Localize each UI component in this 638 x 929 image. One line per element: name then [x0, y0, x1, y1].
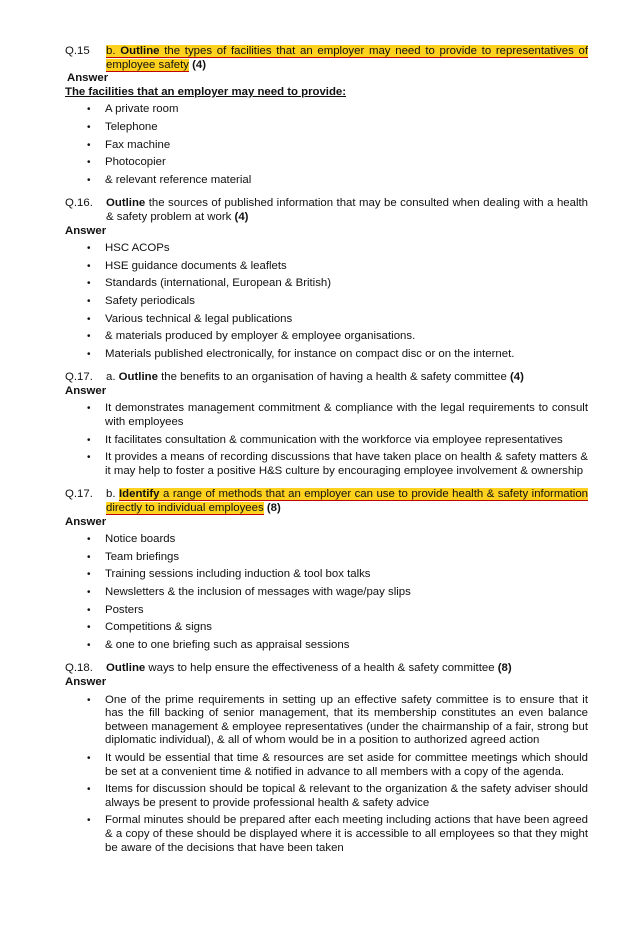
question-keyword: Identify — [119, 488, 160, 501]
answer-label: Answer — [67, 72, 109, 85]
list-item: • Items for discussion should be topical & relevant to the organization & the safety adviser should always be present to provide professional health & safety advice — [87, 783, 588, 809]
bullet-icon: • — [87, 534, 91, 546]
question-marks: (4) — [192, 58, 207, 71]
question-text — [106, 662, 588, 676]
question-15 — [65, 45, 588, 72]
bullet-icon: • — [87, 174, 91, 186]
question-18 — [65, 662, 588, 676]
document-page — [65, 45, 588, 855]
answer-list — [65, 533, 588, 652]
question-prefix: b. — [106, 45, 116, 57]
bullet-icon: • — [87, 622, 91, 634]
answer-label: Answer — [65, 224, 107, 237]
list-item: • Posters — [87, 603, 144, 616]
list-item: • Various technical & legal publications — [87, 312, 293, 325]
list-item: • It would be essential that time & resources are set aside for committee meetings which should be set at a convenient time & notified in advance to all members with a copy of the agenda. — [87, 751, 588, 778]
answer-label: Answer — [65, 384, 107, 397]
bullet-icon: • — [87, 278, 91, 290]
list-item: • One of the prime requirements in setting up an effective safety committee is to ensure that it has the fill backing of senior management, that its membership constitutes an even balance between management & employee representatives (under the chairmanship of a fair, strong but diplomatic individual), & all of whom would be in a position to authorized agreed action — [87, 693, 588, 747]
answer-heading: The facilities that an employer may need to provide: — [65, 85, 347, 98]
question-text — [106, 45, 588, 72]
answer-label: Answer — [65, 675, 107, 688]
list-item: • Telephone — [87, 120, 158, 133]
question-prefix: b. — [106, 488, 116, 501]
question-body: the types of facilities that an employer may need to provide to representatives of employee safety — [106, 45, 589, 71]
question-number: Q.18. — [65, 662, 93, 675]
list-item: • Training sessions including induction & tool box talks — [87, 568, 371, 581]
bullet-icon: • — [87, 260, 91, 272]
question-keyword: Outline — [106, 197, 146, 210]
list-item: • Standards (international, European & British) — [87, 277, 332, 290]
answer-list — [65, 242, 588, 361]
list-item: • It demonstrates management commitment & compliance with the legal requirements to consult with employees — [87, 402, 588, 429]
question-text — [106, 488, 588, 515]
bullet-icon: • — [87, 104, 91, 116]
question-body: the sources of published information that may be consulted when dealing with a health & safety problem at work — [106, 197, 588, 223]
answer-label: Answer — [65, 515, 107, 528]
list-item: • A private room — [87, 103, 179, 116]
list-item: • & materials produced by employer & employee organisations. — [87, 330, 416, 343]
question-16 — [65, 197, 588, 224]
bullet-icon: • — [87, 639, 91, 651]
question-body: the benefits to an organisation of having a health & safety committee — [161, 371, 507, 384]
list-item: • Photocopier — [87, 156, 166, 169]
question-17a — [65, 371, 588, 385]
bullet-icon: • — [87, 587, 91, 598]
question-marks: (4) — [509, 371, 524, 384]
list-item: • Newsletters & the inclusion of messages with wage/pay slips — [87, 586, 411, 598]
bullet-icon: • — [87, 243, 91, 255]
question-keyword: Outline — [118, 371, 158, 384]
bullet-icon: • — [87, 157, 91, 169]
question-keyword: Outline — [106, 662, 146, 675]
question-number: Q.16. — [65, 197, 93, 210]
answer-list — [65, 402, 588, 478]
question-marks: (8) — [266, 502, 281, 515]
bullet-icon: • — [87, 139, 91, 151]
question-body: ways to help ensure the effectiveness of a health & safety committee — [148, 662, 495, 675]
bullet-icon: • — [87, 784, 91, 796]
question-marks: (8) — [497, 662, 512, 675]
question-text — [106, 371, 588, 385]
bullet-icon: • — [87, 452, 91, 464]
bullet-icon: • — [87, 694, 91, 706]
question-number: Q.17. — [65, 488, 93, 501]
question-number: Q.17. — [65, 371, 93, 384]
list-item: • Competitions & signs — [87, 621, 212, 634]
bullet-icon: • — [87, 434, 91, 446]
list-item: • & relevant reference material — [87, 173, 252, 186]
bullet-icon: • — [87, 815, 91, 827]
bullet-icon: • — [87, 348, 91, 360]
list-item: • HSC ACOPs — [87, 242, 170, 255]
answer-list — [65, 694, 588, 856]
bullet-icon: • — [87, 313, 91, 325]
bullet-icon: • — [87, 752, 91, 764]
bullet-icon: • — [87, 295, 91, 307]
answer-list — [65, 103, 588, 187]
list-item: • It facilitates consultation & communication with the workforce via employee representatives — [87, 433, 563, 446]
question-marks: (4) — [234, 210, 249, 223]
bullet-icon: • — [87, 569, 91, 581]
question-number: Q.15 — [65, 45, 90, 57]
question-17b — [65, 488, 588, 515]
question-body: a range of methods that an employer can use to provide health & safety information directly to individual employees — [106, 488, 589, 515]
list-item: • Team briefings — [87, 550, 180, 563]
list-item: • & one to one briefing such as appraisal sessions — [87, 638, 350, 651]
bullet-icon: • — [87, 331, 91, 343]
question-keyword: Outline — [120, 45, 160, 57]
list-item: • Fax machine — [87, 138, 171, 151]
list-item: • Notice boards — [87, 533, 176, 546]
bullet-icon: • — [87, 403, 91, 415]
list-item: • Materials published electronically, for instance on compact disc or on the internet. — [87, 347, 515, 360]
question-text — [106, 197, 588, 224]
bullet-icon: • — [87, 604, 91, 616]
question-prefix: a. — [106, 371, 116, 384]
list-item: • Safety periodicals — [87, 294, 195, 307]
list-item: • Formal minutes should be prepared after each meeting including actions that have been agreed & a copy of these should be displayed where it is accessible to all employees so that they might be aware of the decisions that have been taken — [87, 814, 588, 854]
list-item: • HSE guidance documents & leaflets — [87, 259, 287, 272]
list-item: • It provides a means of recording discussions that have taken place on health & safety matters & it may help to foster a positive H&S culture by encouraging employee involvement & ownership — [87, 451, 588, 477]
bullet-icon: • — [87, 121, 91, 133]
bullet-icon: • — [87, 551, 91, 563]
